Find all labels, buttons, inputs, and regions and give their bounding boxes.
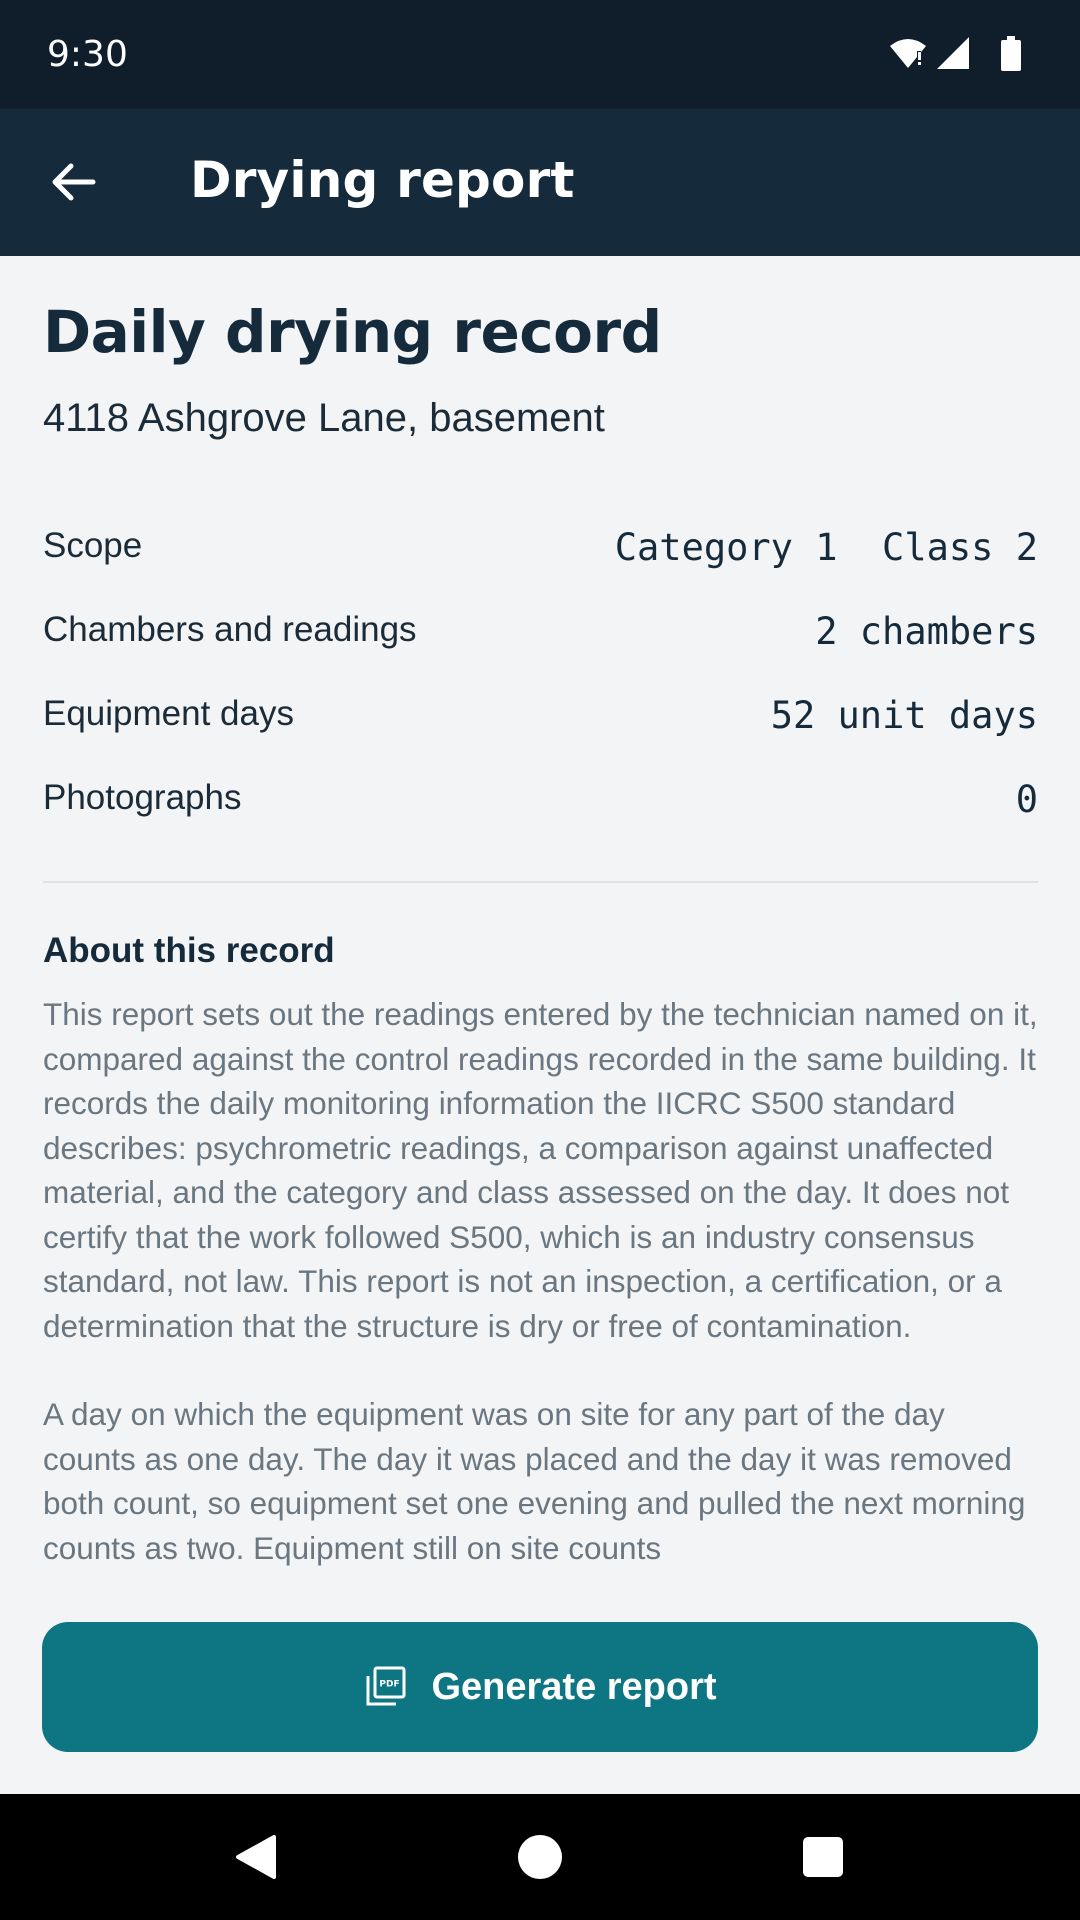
- status-time: 9:30: [47, 34, 128, 75]
- battery-icon: [1000, 36, 1022, 72]
- record-address: 4118 Ashgrove Lane, basement: [43, 396, 605, 440]
- summary-row-photographs: [43, 768, 1038, 828]
- nav-recents-button[interactable]: [760, 1794, 886, 1920]
- report-content[interactable]: [43, 256, 1038, 1596]
- app-bar: [0, 109, 1080, 256]
- generate-report-button[interactable]: [42, 1622, 1038, 1752]
- summary-label: Equipment days: [43, 694, 294, 733]
- summary-value: 0: [1015, 778, 1038, 821]
- summary-value: Category 1 Class 2: [614, 526, 1038, 569]
- system-nav-bar: [0, 1794, 1080, 1920]
- nav-home-button[interactable]: [477, 1794, 603, 1920]
- triangle-back-icon: [234, 1833, 278, 1881]
- record-title: Daily drying record: [43, 298, 662, 366]
- pdf-icon: [363, 1665, 407, 1709]
- nav-back-button[interactable]: [193, 1794, 319, 1920]
- svg-text:PDF: PDF: [379, 1679, 401, 1690]
- summary-label: Photographs: [43, 778, 242, 817]
- status-bar: [0, 0, 1080, 109]
- page-title: Drying report: [190, 151, 575, 209]
- summary-row-scope: [43, 516, 1038, 576]
- square-recents-icon: [802, 1836, 844, 1878]
- circle-home-icon: [516, 1833, 564, 1881]
- about-text: [43, 992, 1038, 1596]
- summary-label: Scope: [43, 526, 143, 565]
- back-button[interactable]: [38, 147, 108, 217]
- arrow-left-icon: [49, 158, 97, 206]
- about-paragraph: A day on which the equipment was on site for any part of the day counts as one day. The day it was placed and the day it was removed both count, so equipment set one evening and pulled the next morning counts as two. Equipment still on site counts: [43, 1396, 1026, 1566]
- signal-icon: [936, 36, 970, 70]
- summary-row-equipment-days: [43, 684, 1038, 744]
- summary-row-chambers: [43, 600, 1038, 660]
- wifi-icon: [888, 36, 928, 70]
- summary-value: 52 unit days: [770, 694, 1038, 737]
- about-heading: About this record: [43, 931, 335, 970]
- divider: [43, 881, 1038, 883]
- generate-report-label: Generate report: [431, 1665, 717, 1708]
- summary-label: Chambers and readings: [43, 610, 417, 649]
- summary-value: 2 chambers: [815, 610, 1038, 653]
- about-paragraph: This report sets out the readings entered by the technician named on it, compared against the control readings recorded in the same building. It records the daily monitoring information the IICRC S500 standard describes: psychrometric readings, a comparison against unaffected material, and the category and class assessed on the day. It does not certify that the work followed S500, which is an industry consensus standard, not law. This report is not an inspection, a certification, or a determination that the structure is dry or free of contamination.: [43, 996, 1038, 1344]
